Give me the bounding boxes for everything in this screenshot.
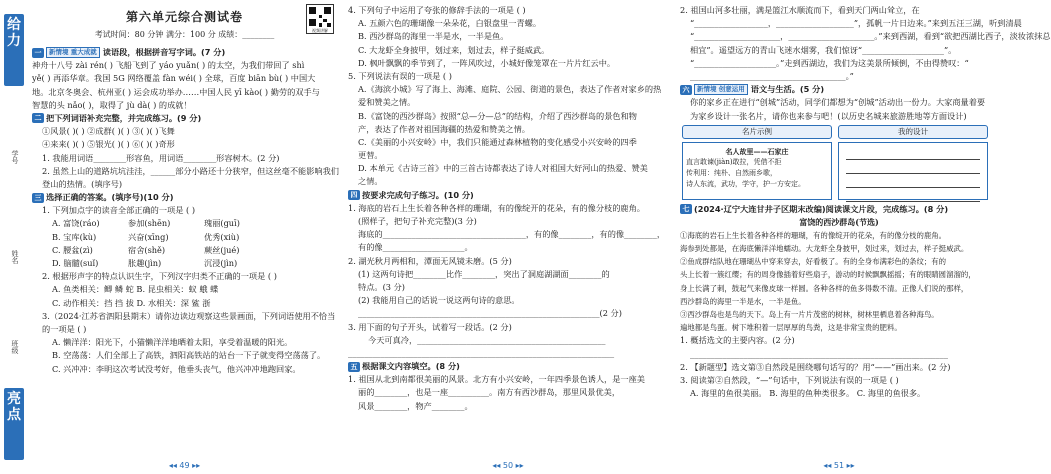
section-number: 三 <box>32 193 44 203</box>
passage-line: 海参到处都是，在海底懒洋洋地蠕动。大龙虾全身披甲，划过来，划过去，样子挺威武。 <box>680 244 969 254</box>
passage-line: ③西沙群岛也是鸟的天下。岛上有一片片茂密的树林，树林里栖息着各种海鸟。 <box>680 310 939 319</box>
class-label: 班级 <box>11 340 19 354</box>
section-title: 选择正确的答案。(填序号)(10 分) <box>46 192 174 203</box>
option-item: 蕨丝(jué) <box>204 244 240 255</box>
passage-line: 遍地都是鸟蛋。树下堆积着一层厚厚的鸟粪，这是非常宝贵的肥料。 <box>680 323 902 333</box>
exam-title: 第六单元综合测试卷 <box>125 10 243 24</box>
question-line: 神舟十八号 zài rén( ) 飞船飞到了 yáo yuǎn( ) 的太空，为我们带回了 shì <box>32 60 305 71</box>
section-number: 七 <box>680 204 692 214</box>
question-line: “_____________________，_____________________。”来到西湖，看到“欲把西湖比西子，淡妆浓抹总 <box>690 31 1051 42</box>
answer-blank[interactable] <box>846 163 980 174</box>
passage-line: 西沙群岛的海里一半是水，一半是鱼。 <box>680 296 806 306</box>
card-example-head: 名片示例 <box>682 125 832 139</box>
page-49 <box>32 0 337 474</box>
question-line: 2. 祖国山河多壮丽，满是篮江水顺流而下，看到天门两山耸立，在 <box>680 5 920 15</box>
question-line: 有的像____________________。 <box>358 242 473 253</box>
section-number: 五 <box>348 362 360 372</box>
question-line: B. 空荡荡：人们全部上了高铁，泗阳高铁站的站台一下子就变得空荡荡了。 <box>52 350 326 361</box>
question-line: 风景________，物产________。 <box>358 400 473 411</box>
question-line: 2. 湖光秋月两相和，潭面无风镜未磨。(5 分) <box>348 255 512 266</box>
page-49-body <box>32 46 337 376</box>
option-item: C. 腰盆(zì) <box>52 244 93 255</box>
question-line: 产，表达了作者对祖国海疆的热爱和赞美之情。 <box>358 123 530 134</box>
option-row <box>32 217 337 230</box>
option-row <box>32 257 337 270</box>
question-line: 4. 下列句子中运用了夸张的修辞手法的一项是 ( ) <box>348 5 526 15</box>
option-item: B. 宝库(kù) <box>52 231 97 242</box>
card-title: 名人故里——石家庄 <box>725 146 789 156</box>
section-title: 把下列词语补充完整，并完成练习。(9 分) <box>46 112 202 123</box>
option-item: 沉浸(jìn) <box>204 258 238 268</box>
section-title: 按要求完成句子练习。(10 分) <box>362 189 474 200</box>
question-line: 1. 概括选文的主要内容。(2 分) <box>680 335 795 346</box>
question-line: D. 枫叶飘飘的季节到了，一阵风吹过，小城好像笼罩在一片片红云中。 <box>358 57 616 68</box>
page-50-body <box>348 4 668 413</box>
section-number: 一 <box>32 48 44 58</box>
question-line: 3.（2024·江苏省泗阳县期末）请你边读边观察这些景画面，下列词语使用不恰当 <box>42 310 336 321</box>
question-line: 1. 下列加点字的读音全部正确的一项是 ( ) <box>42 205 196 216</box>
page-51-body <box>680 4 1051 123</box>
page-number: ◂◂ 51 ▸▸ <box>823 461 855 470</box>
option-row <box>32 244 337 257</box>
binding-spine <box>0 0 30 474</box>
card-line: 诗人东流，武功，学守，护一方安定。 <box>686 179 805 188</box>
question-line: A. 海里的鱼很美丽。 B. 海里的鱼种类很多。 C. 海里的鱼很多。 <box>690 388 926 399</box>
question-line: D. 本单元《古诗三首》中的三首古诗都表达了诗人对祖国大好河山的热爱、赞美 <box>358 163 648 174</box>
question-line: 2. 虽然上山的道路坑坑洼洼，______部分小路还十分狭窄，但这丝毫不能影响我们 <box>42 165 339 176</box>
question-line: 为家乡设计一张名片，请你也来参与吧！(以历史名城来旅游胜地等方面设计) <box>690 110 967 121</box>
question-line: A. 懒洋洋：阳光下，小猫懒洋洋地晒着太阳，享受着温暖的阳光。 <box>52 337 293 348</box>
card-example-box <box>682 142 832 200</box>
question-line: C. 动作相关：挡 挡 拔 D. 水相关：深 鲨 浙 <box>52 297 211 308</box>
card-line: 直言敢谏(jiàn)敢拉，凭借不拒 <box>686 157 782 166</box>
question-line: B. 西沙群岛的海里一半是水，一半是鱼。 <box>358 31 509 42</box>
question-line: _______________________________________________________________ <box>690 348 948 359</box>
question-line: 更替。 <box>358 150 383 161</box>
page-number-value: 50 <box>502 461 514 470</box>
question-line: yě( ) 再添华章。我国 5G 网络覆盖 fàn wéi( ) 全球，百度 biān bù( ) 中国大 <box>32 73 316 84</box>
question-line: A. 五颜六色的珊瑚像一朵朵花，白银盘里一青螺。 <box>358 18 542 29</box>
card-example-column <box>682 125 832 200</box>
section-heading <box>348 189 668 202</box>
section-number: 六 <box>680 85 692 95</box>
page-number: ◂◂ 49 ▸▸ <box>168 461 201 470</box>
question-line: 登山的热情。(填序号) <box>42 178 123 189</box>
section-number: 二 <box>32 113 44 123</box>
question-line: “____________________。”走到西湖边，我们为这美景所倾倒，不由得赞叹：“ <box>690 57 969 68</box>
option-item: D. 脑髓(suǐ) <box>52 258 99 268</box>
question-line: 爱和赞美之情。 <box>358 97 416 108</box>
section-tag: 新情境 创意运用 <box>694 84 748 95</box>
question-line: “__________________，___________________”，孤帆一片日边来。”来到五汪三湖，听到清晨 <box>690 18 1022 29</box>
section-heading <box>680 83 998 96</box>
question-line: ④来来( )( ) ⑤银光( )( ) ⑥( )( )奇形 <box>42 139 175 150</box>
section-tag: 新情境 重大成就 <box>46 47 100 58</box>
passage-line: 头上长着一簇红缨；有的周身像插着好些扇子，游动的时候飘飘摇摇；有的眼睛圆溜溜的， <box>680 270 976 280</box>
question-line: 1. 我能用词语________形容鱼，用词语________形容树木。(2 分) <box>42 152 280 163</box>
spine-bottom-label: 亮点 <box>4 388 24 460</box>
answer-blank[interactable] <box>846 177 980 188</box>
question-line: 地。北京冬奥会、杭州亚( ) 运会成功举办……中国人民 yī kào( ) 勤劳的双手与 <box>32 86 320 97</box>
exam-meta: 考试时间：80 分钟 满分：100 分 成绩：________ <box>94 30 275 39</box>
section-heading <box>32 46 337 59</box>
option-item: 瑰丽(guī) <box>204 218 240 229</box>
option-row <box>32 231 337 244</box>
question-line: 你的家乡正在进行“创城”活动，同学们都想为“创城”活动出一份力。大家商量着要 <box>690 97 986 108</box>
passage-line: ①海底的岩石上生长着各种各样的珊瑚，有的像绽开的花朵，有的像分枝的鹿角。 <box>680 230 947 240</box>
section-number: 四 <box>348 190 360 200</box>
question-line: ______________________________________。” <box>690 70 854 81</box>
option-item: 优秀(xiù) <box>204 231 240 242</box>
question-line: A. 鱼类相关：鲫 鳞 蛇 B. 昆虫相关：蚁 蛾 蝶 <box>52 284 219 295</box>
section-heading <box>32 191 337 204</box>
page-50 <box>348 0 668 474</box>
question-line: 之情。 <box>358 176 383 187</box>
answer-blank[interactable] <box>846 191 980 202</box>
question-line: 特点。(3 分) <box>358 281 405 292</box>
question-line: 的一项是 ( ) <box>42 323 87 334</box>
section-heading <box>348 360 668 373</box>
question-line: 2. 根据形声字的特点认识生字，下列汉字归类不正确的一项是 ( ) <box>42 271 277 282</box>
question-line: 3. 用下面的句子开头，试着写一段话。(2 分) <box>348 321 512 332</box>
section-title: 读语段，根据拼音写字词。(7 分) <box>102 47 226 57</box>
passage-title: 富饶的西沙群岛(节选) <box>799 216 879 227</box>
option-item: 兴奋(xīng) <box>128 231 169 242</box>
question-line: 海底的___________________________________，有的像________，有的像________， <box>358 229 666 240</box>
question-line: 2. 【新题型】选文第③自然段是围绕哪句话写的？用“——”画出来。(2 分) <box>680 361 951 372</box>
question-line: C. 大龙虾全身披甲，划过来，划过去，样子挺威武。 <box>358 44 550 55</box>
section-heading <box>32 112 337 125</box>
question-line: (2) 我能用自己的话说一说这两句诗的意思。 <box>358 295 520 306</box>
question-line: 3. 阅读第②自然段，“—”句话中，下列说法有误的一项是 ( ) <box>680 374 899 385</box>
question-line: 今天可真冷，______________________________________________ <box>368 334 606 345</box>
my-design-box[interactable] <box>838 142 988 200</box>
question-line: ①风景( )( ) ②成群( )( ) ③( )( )飞舞 <box>42 126 175 137</box>
section-title: 根据课文内容填空。(8 分) <box>362 361 460 372</box>
qr-caption: 视频讲解 <box>312 28 328 33</box>
question-line: C.《美丽的小兴安岭》中，我们只能通过森林植物的变化感受小兴安岭的四季 <box>358 136 637 147</box>
question-line: (照样子，把句子补充完整)(3 分) <box>358 216 477 226</box>
question-line: _________________________________________________________________ <box>348 347 615 358</box>
business-card-table <box>682 125 998 200</box>
question-line: B.《富饶的西沙群岛》按照“总—分—总”的结构，介绍了西沙群岛的景色和物 <box>358 110 637 121</box>
option-item: 参加(shēn) <box>128 218 171 229</box>
question-line: A.《海滨小城》写了海上、海滩、庭院、公园、街道的景色，表达了作者对家乡的热 <box>358 84 662 95</box>
question-line: 1. 海底的岩石上生长着各种各样的珊瑚，有的像绽开的花朵，有的像分枝的鹿角。 <box>348 202 645 213</box>
my-design-head: 我的设计 <box>838 125 988 139</box>
page-number-value: 51 <box>833 461 845 470</box>
question-line: C. 兴冲冲：李明这次考试没考好，他垂头丧气，他兴冲冲地跑回家。 <box>52 363 301 374</box>
spine-top-label: 给力 <box>4 14 24 86</box>
option-item: A. 富饶(ráo) <box>52 218 100 229</box>
page-51-reading <box>680 203 998 401</box>
question-line: (1) 这两句诗把________比作________，突出了洞庭湖湖面________的 <box>358 268 610 279</box>
passage-line: ②鱼成群结队地在珊瑚丛中穿来穿去，好看极了。有的全身布满彩色的条纹；有的 <box>680 257 947 267</box>
page-51 <box>680 0 1051 474</box>
passage-line: 身上长满了刺，鼓起气来像皮球一样圆。各种各样的鱼多得数不清。正像人们说的那样， <box>680 283 969 293</box>
student-name-label: 姓名 <box>11 250 19 264</box>
section-title: (2024·辽宁大连甘井子区期末改编)阅读课文片段，完成练习。(8 分) <box>694 203 949 214</box>
section-title: 语文与生活。(5 分) <box>750 84 825 95</box>
option-item: 宿舍(shě) <box>128 244 166 255</box>
page-number-value: 49 <box>179 461 190 470</box>
question-line: ___________________________________________________________(2 分) <box>358 308 622 319</box>
card-line: 传利用：纯朴、自然雨乡歌， <box>686 168 777 177</box>
question-line: 智慧的头 nǎo( )，取得了 jù dà( ) 的成就！ <box>32 99 192 110</box>
option-item: 胀趣(jìn) <box>128 258 162 268</box>
section-heading <box>680 203 998 216</box>
answer-blank[interactable] <box>846 149 980 160</box>
question-line: 丽的________，也是一座__________。南方有西沙群岛，那里风景优美， <box>358 387 621 398</box>
qr-code-icon[interactable] <box>306 4 334 34</box>
student-number-label: 学号 <box>11 150 19 164</box>
page-number: ◂◂ 50 ▸▸ <box>492 461 524 470</box>
question-line: 5. 下列说法有误的一项是 ( ) <box>348 70 452 81</box>
question-line: 相宜”。遥望远方的青山飞迷水烟雾，我们惊讶“____________________”。 <box>690 44 957 55</box>
question-line: 1. 祖国从北到南都很美丽的风景。北方有小兴安岭，一年四季景色诱人，是一座美 <box>348 374 645 385</box>
my-design-column <box>838 125 988 200</box>
